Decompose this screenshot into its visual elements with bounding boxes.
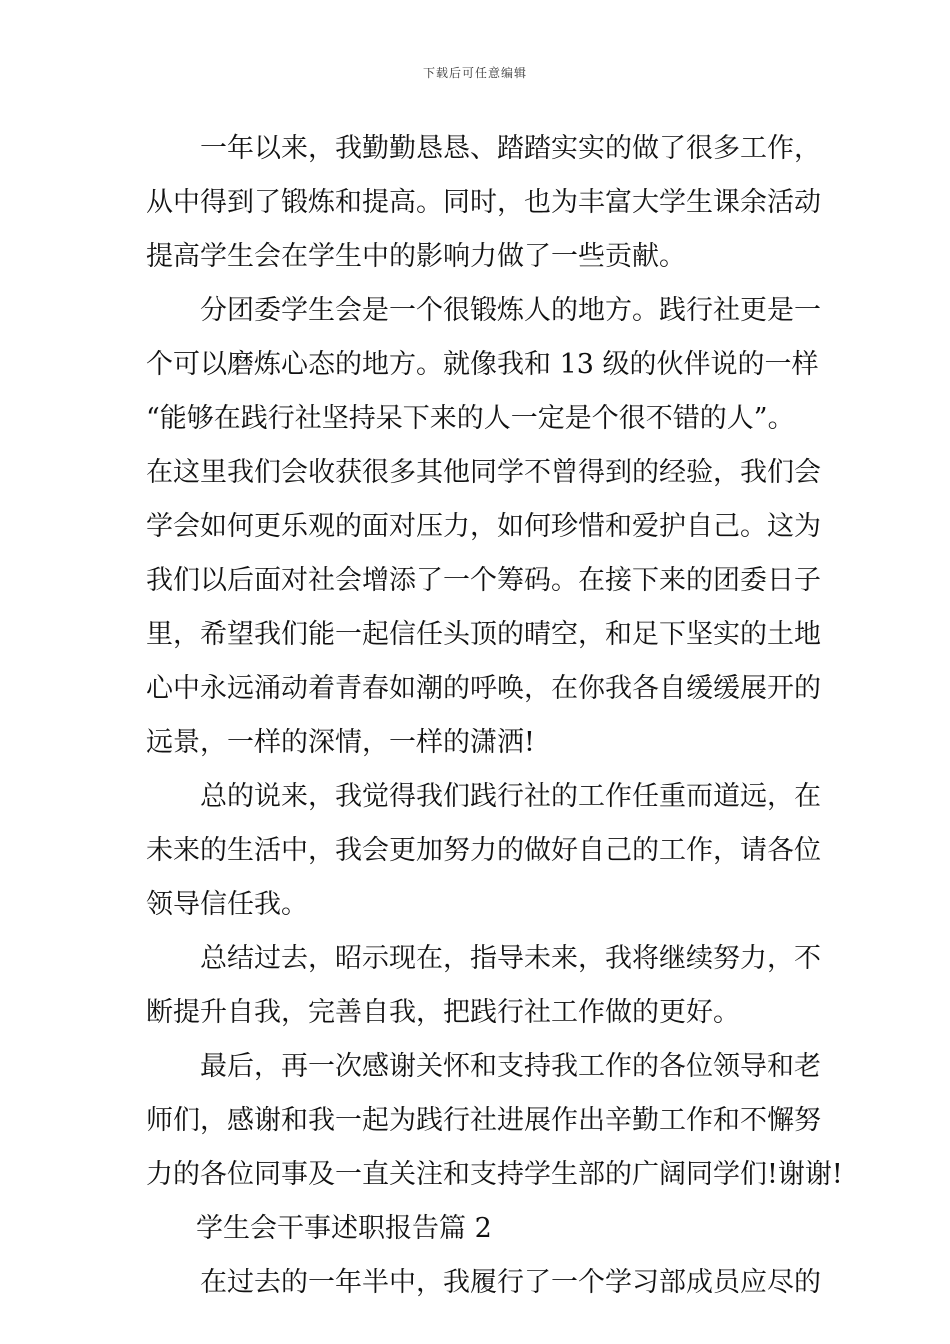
text-line: 师们，感谢和我一起为践行社进展作出辛勤工作和不懈努 bbox=[146, 1105, 821, 1136]
text-line: “能够在践行社坚持呆下来的人一定是个很不错的人”。 bbox=[146, 403, 795, 434]
text-line: 未来的生活中，我会更加努力的做好自己的工作，请各位 bbox=[146, 835, 821, 866]
text-line: 我们以后面对社会增添了一个筹码。在接下来的团委日子 bbox=[146, 565, 821, 596]
section-heading bbox=[146, 1202, 810, 1256]
text-line: 总的说来，我觉得我们践行社的工作任重而道远，在 bbox=[200, 781, 821, 812]
text-line: 远景，一样的深情，一样的潇洒! bbox=[146, 727, 535, 758]
text-line: 个可以磨炼心态的地方。就像我和 13 级的伙伴说的一样 bbox=[146, 349, 819, 380]
text-line: 里，希望我们能一起信任头顶的晴空，和足下坚实的土地 bbox=[146, 619, 821, 650]
paragraph-3 bbox=[146, 770, 821, 932]
paragraph-1 bbox=[146, 122, 821, 284]
paragraph-4 bbox=[146, 932, 821, 1040]
text-line: 提高学生会在学生中的影响力做了一些贡献。 bbox=[146, 241, 686, 272]
text-line: 领导信任我。 bbox=[146, 889, 308, 920]
paragraph-5 bbox=[146, 1040, 843, 1202]
text-line: 断提升自我，完善自我，把践行社工作做的更好。 bbox=[146, 997, 740, 1028]
document-body bbox=[146, 122, 843, 1310]
text-line: 总结过去，昭示现在，指导未来，我将继续努力，不 bbox=[200, 943, 821, 974]
text-line: 学会如何更乐观的面对压力，如何珍惜和爱护自己。这为 bbox=[146, 511, 821, 542]
text-line: 在这里我们会收获很多其他同学不曾得到的经验，我们会 bbox=[146, 457, 821, 488]
paragraph-6 bbox=[146, 1256, 821, 1310]
text-line: 最后，再一次感谢关怀和支持我工作的各位领导和老 bbox=[200, 1051, 821, 1082]
text-line: 从中得到了锻炼和提高。同时，也为丰富大学生课余活动 bbox=[146, 187, 821, 218]
section-heading-text: 学生会干事述职报告篇 2 bbox=[196, 1213, 492, 1244]
text-line: 心中永远涌动着青春如潮的呼唤，在你我各自缓缓展开的 bbox=[146, 673, 821, 704]
paragraph-2 bbox=[146, 284, 821, 770]
page-header-note: 下载后可任意编辑 bbox=[422, 66, 527, 80]
text-line: 力的各位同事及一直关注和支持学生部的广阔同学们!谢谢! bbox=[146, 1159, 843, 1190]
text-line: 一年以来，我勤勤恳恳、踏踏实实的做了很多工作， bbox=[200, 133, 821, 164]
text-line: 分团委学生会是一个很锻炼人的地方。践行社更是一 bbox=[200, 295, 821, 326]
text-line: 在过去的一年半中，我履行了一个学习部成员应尽的 bbox=[200, 1267, 821, 1298]
